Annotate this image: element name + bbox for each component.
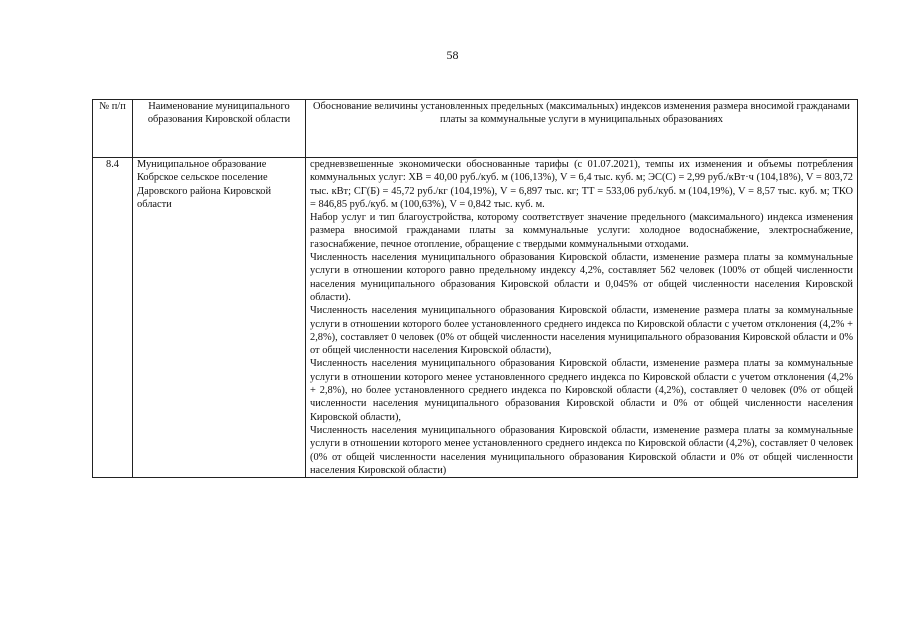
paragraph-population-equal: Численность населения муниципального образования Кировской области, изменение размера платы за коммунальные услуги в отношении которого равно предельному индексу 4,2%, составляет 562 человек (100% от общей численности населения муниципального образования Кировской области и 0,045% от общей численности населения Кировской области). [310, 252, 853, 303]
page-number: 58 [446, 48, 459, 62]
header-justification: Обоснование величины установленных предельных (максимальных) индексов изменения размера вносимой гражданами платы за коммунальные услуги в муниципальных образованиях [306, 100, 858, 158]
row-number: 8.4 [93, 158, 133, 478]
table-row [93, 158, 858, 478]
paragraph-population-between: Численность населения муниципального образования Кировской области, изменение размера платы за коммунальные услуги в отношении которого менее установленного среднего индекса по Кировской области с учетом отклонения (4,2% + 2,8%), но более установленного среднего индекса по Кировской области (4,2%), составляет 0 человек (0% от общей численности населения муниципального образования Кировской области и 0% от общей численности населения Кировской области), [310, 358, 853, 423]
paragraph-services-set: Набор услуг и тип благоустройства, которому соответствует значение предельного (максимального) индекса изменения размера вносимой гражданами платы за коммунальные услуги: холодное водоснабжение, электроснабжение, газоснабжение, печное отопление, обращение с твердыми коммунальными отходами. [310, 212, 853, 250]
paragraph-tariffs: средневзвешенные экономически обоснованные тарифы (с 01.07.2021), темпы их изменения и объемы потребления коммунальных услуг: ХВ = 40,00 руб./куб. м (106,13%), V = 6,4 тыс. куб. м; ЭС(С) = 2,99 руб./кВт·ч (104,18%), V = 803,72 тыс. кВт; СГ(Б) = 45,72 руб./кг (104,19%), V = 6,897 тыс. кг; ТТ = 533,06 руб./куб. м (104,19%), V = 8,57 тыс. куб. м; ТКО = 846,85 руб./куб. м (100,63%), V = 0,842 тыс. куб. м. [310, 159, 853, 210]
header-municipality: Наименование муниципального образования Кировской области [133, 100, 306, 158]
document-table [92, 99, 858, 478]
table-header-row [93, 100, 858, 158]
header-number: № п/п [93, 100, 133, 158]
paragraph-population-below: Численность населения муниципального образования Кировской области, изменение размера платы за коммунальные услуги в отношении которого менее установленного среднего индекса по Кировской области (4,2%), составляет 0 человек (0% от общей численности населения муниципального образования Кировской области и 0% от общей численности населения Кировской области) [310, 424, 853, 476]
paragraph-population-above: Численность населения муниципального образования Кировской области, изменение размера платы за коммунальные услуги в отношении которого более установленного среднего индекса по Кировской области с учетом отклонения (4,2% + 2,8%), составляет 0 человек (0% от общей численности населения муниципального образования Кировской области и 0% от общей численности населения Кировской области), [310, 305, 853, 357]
row-justification [306, 158, 858, 478]
row-municipality-name: Муниципальное образование Кобрское сельское поселение Даровского района Кировской области [133, 158, 306, 478]
